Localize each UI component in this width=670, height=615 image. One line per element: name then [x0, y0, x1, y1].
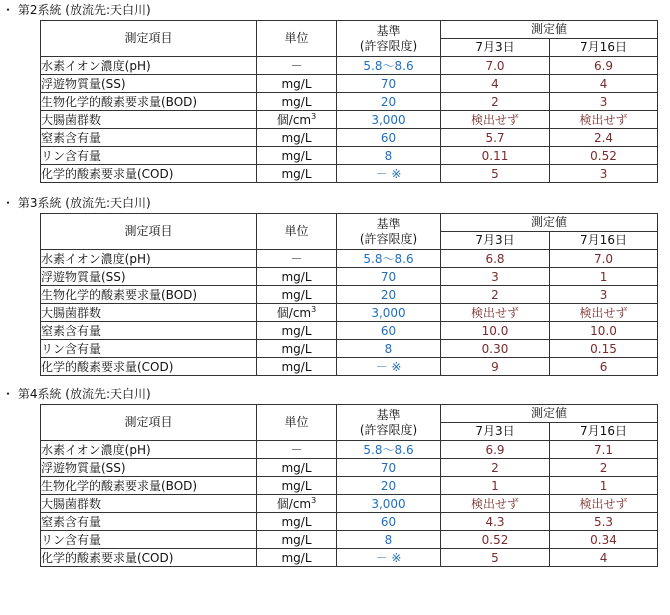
unit-cell — [257, 322, 337, 340]
value-date2-cell — [550, 165, 658, 183]
item-name-cell — [41, 75, 257, 93]
value-date2-cell — [550, 358, 658, 376]
header-measured: 測定値 — [441, 21, 658, 39]
standard-cell — [337, 268, 441, 286]
value-date2-cell-text: 検出せず — [579, 497, 628, 511]
unit-cell-text: mg/L — [281, 76, 312, 91]
value-date1-cell-text: 2 — [491, 94, 499, 109]
item-name-cell — [41, 322, 257, 340]
water-quality-table — [40, 20, 658, 183]
section-title: ・ 第2系統 (放流先:天白川) — [2, 3, 151, 17]
unit-cell — [257, 513, 337, 531]
item-name-cell-text: 生物化学的酸素要求量(BOD) — [41, 479, 198, 493]
header-standard-line2: (許容限度) — [359, 422, 418, 437]
unit-cell — [257, 531, 337, 549]
value-date1-cell-text: 検出せず — [470, 306, 519, 320]
value-date2-cell-text: 5.3 — [593, 514, 614, 529]
unit-cell — [257, 477, 337, 495]
unit-cell — [257, 165, 337, 183]
unit-cell-text: mg/L — [281, 130, 312, 145]
table-row — [41, 477, 658, 495]
item-name-cell — [41, 441, 257, 459]
system-section — [0, 193, 670, 376]
item-name-cell — [41, 531, 257, 549]
unit-cell-text: mg/L — [281, 478, 312, 493]
value-date2-cell — [550, 459, 658, 477]
unit-cell — [257, 250, 337, 268]
value-date2-cell-text: 7.0 — [593, 251, 614, 266]
unit-superscript: 3 — [311, 305, 317, 314]
header-date1: 7月3日 — [441, 423, 550, 441]
unit-cell — [257, 304, 337, 322]
unit-cell-text: mg/L — [281, 287, 312, 302]
standard-cell — [337, 57, 441, 75]
table-row — [41, 147, 658, 165]
water-quality-table — [40, 404, 658, 567]
unit-cell-text: 個/cm — [276, 113, 312, 127]
item-name-cell — [41, 129, 257, 147]
value-date1-cell-text: 10.0 — [481, 323, 509, 338]
value-date2-cell — [550, 531, 658, 549]
system-section — [0, 0, 670, 183]
standard-cell — [337, 459, 441, 477]
table-row — [41, 111, 658, 129]
item-name-cell — [41, 57, 257, 75]
value-date1-cell-text: 6.9 — [485, 442, 505, 457]
table-row — [41, 495, 658, 513]
value-date1-cell-text: 2 — [491, 287, 499, 302]
standard-cell-text: 20 — [380, 287, 397, 302]
table-row — [41, 441, 658, 459]
value-date1-cell — [441, 459, 550, 477]
header-standard — [337, 405, 441, 441]
standard-cell — [337, 93, 441, 111]
unit-cell-text: mg/L — [281, 94, 312, 109]
header-unit: 単位 — [257, 214, 337, 250]
unit-cell-text: 個/cm — [276, 306, 312, 320]
standard-cell — [337, 147, 441, 165]
value-date1-cell — [441, 513, 550, 531]
value-date2-cell — [550, 57, 658, 75]
item-name-cell-text: リン含有量 — [41, 342, 102, 356]
value-date2-cell-text: 検出せず — [579, 306, 628, 320]
value-date1-cell — [441, 250, 550, 268]
value-date1-cell — [441, 477, 550, 495]
value-date1-cell — [441, 129, 550, 147]
item-name-cell-text: 水素イオン濃度(pH) — [41, 59, 151, 73]
item-name-cell-text: 窒素含有量 — [41, 324, 102, 338]
value-date1-cell-text: 検出せず — [470, 497, 519, 511]
value-date2-cell-text: 1 — [599, 269, 608, 284]
value-date2-cell — [550, 250, 658, 268]
value-date2-cell — [550, 93, 658, 111]
item-name-cell-text: 生物化学的酸素要求量(BOD) — [41, 95, 198, 109]
item-name-cell — [41, 286, 257, 304]
item-name-cell-text: 窒素含有量 — [41, 515, 102, 529]
header-date1: 7月3日 — [441, 232, 550, 250]
standard-cell — [337, 340, 441, 358]
item-name-cell — [41, 165, 257, 183]
item-name-cell-text: リン含有量 — [41, 533, 102, 547]
header-date2: 7月16日 — [550, 39, 658, 57]
value-date2-cell-text: 3 — [599, 94, 608, 109]
value-date1-cell-text: 4 — [491, 76, 499, 91]
value-date2-cell — [550, 129, 658, 147]
value-date1-cell-text: 検出せず — [470, 113, 519, 127]
table-row — [41, 340, 658, 358]
value-date1-cell-text: 2 — [491, 460, 499, 475]
value-date1-cell — [441, 286, 550, 304]
standard-cell-text: 8 — [384, 532, 393, 547]
value-date2-cell-text: 2.4 — [593, 130, 614, 145]
unit-cell-text: mg/L — [281, 269, 312, 284]
standard-cell — [337, 322, 441, 340]
water-quality-table — [40, 213, 658, 376]
item-name-cell-text: 大腸菌群数 — [41, 113, 102, 127]
value-date2-cell — [550, 111, 658, 129]
unit-cell-text: － — [290, 252, 303, 266]
value-date1-cell — [441, 340, 550, 358]
unit-cell — [257, 459, 337, 477]
item-name-cell — [41, 304, 257, 322]
unit-cell — [257, 268, 337, 286]
item-name-cell-text: 化学的酸素要求量(COD) — [41, 167, 174, 181]
unit-cell-text: － — [290, 443, 303, 457]
item-name-cell — [41, 495, 257, 513]
value-date1-cell-text: 5 — [491, 550, 499, 565]
item-name-cell — [41, 513, 257, 531]
item-name-cell — [41, 147, 257, 165]
table-row — [41, 129, 658, 147]
value-date2-cell-text: 0.34 — [590, 532, 617, 547]
header-item: 測定項目 — [41, 405, 257, 441]
header-unit: 単位 — [257, 21, 337, 57]
section-title: ・ 第3系統 (放流先:天白川) — [2, 196, 151, 210]
value-date2-cell-text: 0.15 — [590, 341, 617, 356]
standard-cell-text: 5.8～8.6 — [363, 443, 414, 457]
value-date2-cell-text: 4 — [599, 76, 608, 91]
value-date2-cell — [550, 513, 658, 531]
unit-cell — [257, 495, 337, 513]
standard-cell-text: － ※ — [375, 551, 402, 565]
value-date1-cell-text: 6.8 — [485, 251, 505, 266]
item-name-cell-text: 水素イオン濃度(pH) — [41, 443, 151, 457]
item-name-cell — [41, 268, 257, 286]
item-name-cell — [41, 111, 257, 129]
unit-cell — [257, 111, 337, 129]
standard-cell — [337, 111, 441, 129]
system-section — [0, 384, 670, 567]
standard-cell-text: 3,000 — [371, 112, 406, 127]
table-row — [41, 531, 658, 549]
item-name-cell-text: 浮遊物質量(SS) — [41, 270, 126, 284]
standard-cell-text: 60 — [380, 323, 397, 338]
value-date1-cell-text: 1 — [491, 478, 499, 493]
standard-cell-text: 5.8～8.6 — [363, 59, 414, 73]
unit-cell-text: 個/cm — [276, 497, 312, 511]
table-row — [41, 549, 658, 567]
unit-cell — [257, 147, 337, 165]
item-name-cell-text: 大腸菌群数 — [41, 497, 102, 511]
value-date1-cell — [441, 147, 550, 165]
value-date2-cell — [550, 268, 658, 286]
value-date1-cell-text: 9 — [491, 359, 499, 374]
value-date1-cell-text: 5 — [491, 166, 499, 181]
standard-cell-text: 3,000 — [371, 496, 406, 511]
standard-cell-text: － ※ — [375, 167, 402, 181]
value-date1-cell — [441, 57, 550, 75]
header-standard-line2: (許容限度) — [359, 231, 418, 246]
value-date2-cell — [550, 495, 658, 513]
header-unit: 単位 — [257, 405, 337, 441]
standard-cell-text: 20 — [380, 94, 397, 109]
value-date2-cell-text: 6 — [599, 359, 608, 374]
unit-cell-text: mg/L — [281, 532, 312, 547]
item-name-cell-text: 化学的酸素要求量(COD) — [41, 360, 174, 374]
unit-cell-text: mg/L — [281, 514, 312, 529]
value-date2-cell-text: 2 — [599, 460, 608, 475]
item-name-cell — [41, 459, 257, 477]
value-date1-cell — [441, 304, 550, 322]
standard-cell-text: 70 — [380, 460, 397, 475]
unit-superscript: 3 — [311, 112, 317, 121]
header-row-top — [41, 405, 658, 423]
standard-cell — [337, 495, 441, 513]
value-date1-cell — [441, 322, 550, 340]
unit-cell — [257, 129, 337, 147]
item-name-cell — [41, 358, 257, 376]
unit-cell — [257, 93, 337, 111]
value-date1-cell-text: 0.30 — [481, 341, 509, 356]
standard-cell-text: 20 — [380, 478, 397, 493]
unit-cell-text: － — [290, 59, 303, 73]
table-row — [41, 322, 658, 340]
table-row — [41, 268, 658, 286]
unit-cell — [257, 286, 337, 304]
value-date1-cell — [441, 268, 550, 286]
standard-cell-text: 8 — [384, 341, 393, 356]
item-name-cell-text: 浮遊物質量(SS) — [41, 77, 126, 91]
standard-cell — [337, 304, 441, 322]
item-name-cell-text: 水素イオン濃度(pH) — [41, 252, 151, 266]
header-date2: 7月16日 — [550, 232, 658, 250]
standard-cell — [337, 477, 441, 495]
header-measured: 測定値 — [441, 405, 658, 423]
unit-cell-text: mg/L — [281, 359, 312, 374]
table-row — [41, 93, 658, 111]
header-standard-line1: 基準 — [376, 407, 401, 422]
value-date1-cell — [441, 165, 550, 183]
value-date1-cell-text: 5.7 — [485, 130, 505, 145]
value-date2-cell — [550, 477, 658, 495]
table-row — [41, 75, 658, 93]
value-date1-cell — [441, 75, 550, 93]
item-name-cell — [41, 340, 257, 358]
standard-cell-text: 60 — [380, 130, 397, 145]
item-name-cell — [41, 93, 257, 111]
standard-cell — [337, 250, 441, 268]
value-date1-cell-text: 7.0 — [485, 58, 505, 73]
value-date1-cell — [441, 111, 550, 129]
header-standard-line1: 基準 — [376, 216, 401, 231]
value-date2-cell-text: 4 — [599, 550, 608, 565]
value-date2-cell — [550, 340, 658, 358]
unit-cell-text: mg/L — [281, 550, 312, 565]
unit-cell — [257, 57, 337, 75]
value-date1-cell — [441, 549, 550, 567]
unit-cell — [257, 75, 337, 93]
value-date2-cell — [550, 441, 658, 459]
standard-cell — [337, 441, 441, 459]
unit-cell-text: mg/L — [281, 166, 312, 181]
section-title: ・ 第4系統 (放流先:天白川) — [2, 387, 151, 401]
item-name-cell-text: 生物化学的酸素要求量(BOD) — [41, 288, 198, 302]
header-standard — [337, 21, 441, 57]
unit-cell — [257, 358, 337, 376]
unit-cell-text: mg/L — [281, 148, 312, 163]
standard-cell-text: 60 — [380, 514, 397, 529]
header-date1: 7月3日 — [441, 39, 550, 57]
value-date2-cell-text: 10.0 — [590, 323, 617, 338]
value-date1-cell — [441, 93, 550, 111]
value-date2-cell-text: 1 — [599, 478, 608, 493]
standard-cell — [337, 286, 441, 304]
header-row-top — [41, 214, 658, 232]
standard-cell — [337, 549, 441, 567]
standard-cell — [337, 165, 441, 183]
value-date2-cell — [550, 322, 658, 340]
unit-cell-text: mg/L — [281, 341, 312, 356]
table-row — [41, 250, 658, 268]
header-standard-line1: 基準 — [376, 23, 401, 38]
item-name-cell-text: 浮遊物質量(SS) — [41, 461, 126, 475]
value-date2-cell-text: 7.1 — [593, 442, 614, 457]
standard-cell — [337, 513, 441, 531]
unit-superscript: 3 — [311, 496, 317, 505]
value-date2-cell-text: 3 — [599, 287, 608, 302]
header-item: 測定項目 — [41, 21, 257, 57]
item-name-cell — [41, 477, 257, 495]
standard-cell-text: － ※ — [375, 360, 402, 374]
unit-cell — [257, 441, 337, 459]
value-date1-cell — [441, 441, 550, 459]
standard-cell-text: 8 — [384, 148, 393, 163]
item-name-cell-text: リン含有量 — [41, 149, 102, 163]
table-row — [41, 459, 658, 477]
value-date1-cell-text: 3 — [491, 269, 499, 284]
item-name-cell-text: 化学的酸素要求量(COD) — [41, 551, 174, 565]
value-date1-cell — [441, 358, 550, 376]
value-date1-cell — [441, 531, 550, 549]
header-standard-line2: (許容限度) — [359, 38, 418, 53]
value-date1-cell-text: 0.52 — [481, 532, 509, 547]
standard-cell — [337, 75, 441, 93]
standard-cell-text: 70 — [380, 76, 397, 91]
unit-cell — [257, 549, 337, 567]
value-date2-cell — [550, 286, 658, 304]
value-date2-cell — [550, 304, 658, 322]
standard-cell — [337, 531, 441, 549]
unit-cell-text: mg/L — [281, 323, 312, 338]
table-row — [41, 286, 658, 304]
item-name-cell-text: 大腸菌群数 — [41, 306, 102, 320]
value-date1-cell-text: 0.11 — [481, 148, 509, 163]
table-row — [41, 513, 658, 531]
header-measured: 測定値 — [441, 214, 658, 232]
standard-cell-text: 5.8～8.6 — [363, 252, 414, 266]
value-date2-cell-text: 検出せず — [579, 113, 628, 127]
value-date2-cell — [550, 549, 658, 567]
value-date2-cell — [550, 147, 658, 165]
item-name-cell — [41, 549, 257, 567]
item-name-cell-text: 窒素含有量 — [41, 131, 102, 145]
standard-cell — [337, 129, 441, 147]
standard-cell — [337, 358, 441, 376]
standard-cell-text: 70 — [380, 269, 397, 284]
table-row — [41, 57, 658, 75]
value-date2-cell — [550, 75, 658, 93]
value-date2-cell-text: 0.52 — [590, 148, 617, 163]
value-date2-cell-text: 3 — [599, 166, 608, 181]
header-date2: 7月16日 — [550, 423, 658, 441]
header-item: 測定項目 — [41, 214, 257, 250]
header-standard — [337, 214, 441, 250]
table-row — [41, 165, 658, 183]
value-date2-cell-text: 6.9 — [593, 58, 614, 73]
value-date1-cell-text: 4.3 — [485, 514, 505, 529]
unit-cell — [257, 340, 337, 358]
table-row — [41, 358, 658, 376]
value-date1-cell — [441, 495, 550, 513]
standard-cell-text: 3,000 — [371, 305, 406, 320]
unit-cell-text: mg/L — [281, 460, 312, 475]
header-row-top — [41, 21, 658, 39]
table-row — [41, 304, 658, 322]
item-name-cell — [41, 250, 257, 268]
